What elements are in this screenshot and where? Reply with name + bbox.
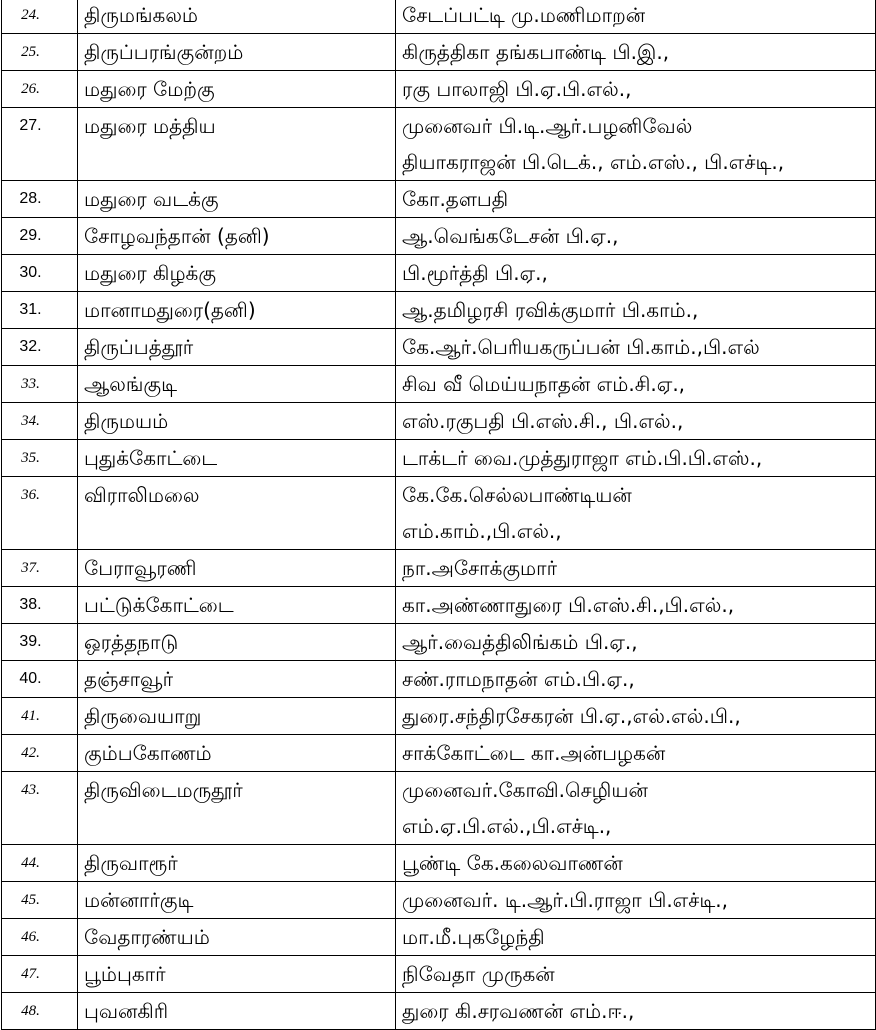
candidate-list-table bbox=[1, 0, 876, 1030]
table-row bbox=[2, 218, 876, 255]
serial-number: 36. bbox=[2, 477, 78, 550]
table-row bbox=[2, 882, 876, 919]
constituency-name: திருப்பரங்குன்றம் bbox=[78, 34, 396, 71]
table-row bbox=[2, 550, 876, 587]
candidate-name: ஆ.வெங்கடேசன் பி.ஏ., bbox=[402, 224, 619, 248]
serial-number: 27. bbox=[2, 108, 78, 181]
candidate-name: பி.மூர்த்தி பி.ஏ., bbox=[402, 261, 548, 285]
table-row bbox=[2, 0, 876, 34]
candidate-name: கோ.தளபதி bbox=[402, 187, 509, 211]
serial-number: 26. bbox=[2, 71, 78, 108]
constituency-name: மதுரை மத்திய bbox=[78, 108, 396, 181]
table-row bbox=[2, 403, 876, 440]
serial-number: 47. bbox=[2, 956, 78, 993]
serial-number: 38. bbox=[2, 587, 78, 624]
serial-number: 28. bbox=[2, 181, 78, 218]
serial-number: 32. bbox=[2, 329, 78, 366]
constituency-name: விராலிமலை bbox=[78, 477, 396, 550]
candidate-name: கிருத்திகா தங்கபாண்டி பி.இ., bbox=[402, 40, 670, 64]
constituency-name: புவனகிரி bbox=[78, 993, 396, 1030]
table-row bbox=[2, 366, 876, 403]
candidate-cell bbox=[396, 366, 876, 403]
candidate-name: ஆ.தமிழரசி ரவிக்குமார் பி.காம்., bbox=[402, 298, 699, 322]
table-row bbox=[2, 108, 876, 181]
candidate-cell bbox=[396, 181, 876, 218]
table-row bbox=[2, 255, 876, 292]
table-row bbox=[2, 292, 876, 329]
constituency-name: திருவிடைமருதூர் bbox=[78, 772, 396, 845]
serial-number: 33. bbox=[2, 366, 78, 403]
constituency-name: தஞ்சாவூர் bbox=[78, 661, 396, 698]
table-row bbox=[2, 440, 876, 477]
candidate-cell bbox=[396, 661, 876, 698]
table-row bbox=[2, 919, 876, 956]
candidate-cell bbox=[396, 587, 876, 624]
candidate-cell bbox=[396, 255, 876, 292]
constituency-name: சோழவந்தான் (தனி) bbox=[78, 218, 396, 255]
constituency-name: மதுரை வடக்கு bbox=[78, 181, 396, 218]
candidate-name: சிவ வீ மெய்யநாதன் எம்.சி.ஏ., bbox=[402, 372, 686, 396]
table-row bbox=[2, 772, 876, 845]
candidate-cell bbox=[396, 34, 876, 71]
constituency-name: திருவாரூர் bbox=[78, 845, 396, 882]
constituency-name: திருமயம் bbox=[78, 403, 396, 440]
constituency-name: பட்டுக்கோட்டை bbox=[78, 587, 396, 624]
candidate-cell bbox=[396, 919, 876, 956]
serial-number: 42. bbox=[2, 735, 78, 772]
constituency-name: பூம்புகார் bbox=[78, 956, 396, 993]
constituency-name: புதுக்கோட்டை bbox=[78, 440, 396, 477]
serial-number: 44. bbox=[2, 845, 78, 882]
candidate-name: ரகு பாலாஜி பி.ஏ.பி.எல்., bbox=[402, 77, 632, 101]
constituency-name: கும்பகோணம் bbox=[78, 735, 396, 772]
serial-number: 30. bbox=[2, 255, 78, 292]
candidate-cell bbox=[396, 477, 876, 550]
serial-number: 40. bbox=[2, 661, 78, 698]
table-row bbox=[2, 71, 876, 108]
serial-number: 46. bbox=[2, 919, 78, 956]
candidate-cell bbox=[396, 956, 876, 993]
candidate-qualification: எம்.காம்.,பி.எல்., bbox=[402, 519, 562, 543]
table-row bbox=[2, 735, 876, 772]
candidate-cell bbox=[396, 0, 876, 34]
table-row bbox=[2, 477, 876, 550]
candidate-name: சாக்கோட்டை கா.அன்பழகன் bbox=[402, 741, 666, 765]
serial-number: 24. bbox=[2, 0, 78, 34]
candidate-name: சண்.ராமநாதன் எம்.பி.ஏ., bbox=[402, 667, 635, 691]
constituency-name: வேதாரண்யம் bbox=[78, 919, 396, 956]
constituency-name: பேராவூரணி bbox=[78, 550, 396, 587]
serial-number: 37. bbox=[2, 550, 78, 587]
candidate-name: நிவேதா முருகன் bbox=[402, 962, 555, 986]
candidate-cell bbox=[396, 329, 876, 366]
table-row bbox=[2, 181, 876, 218]
candidate-name: முனைவர். டி.ஆர்.பி.ராஜா பி.எச்டி., bbox=[402, 888, 728, 912]
candidate-name: எஸ்.ரகுபதி பி.எஸ்.சி., பி.எல்., bbox=[402, 409, 684, 433]
candidate-name: டாக்டர் வை.முத்துராஜா எம்.பி.பி.எஸ்., bbox=[402, 446, 763, 470]
constituency-name: திருவையாறு bbox=[78, 698, 396, 735]
constituency-name: மன்னார்குடி bbox=[78, 882, 396, 919]
candidate-cell bbox=[396, 292, 876, 329]
candidate-name: பூண்டி கே.கலைவாணன் bbox=[402, 851, 623, 875]
candidate-name: கே.கே.செல்லபாண்டியன் bbox=[402, 483, 632, 507]
table-row bbox=[2, 624, 876, 661]
candidate-cell bbox=[396, 882, 876, 919]
candidate-cell bbox=[396, 403, 876, 440]
candidate-cell bbox=[396, 624, 876, 661]
candidate-name: நா.அசோக்குமார் bbox=[402, 556, 558, 580]
candidate-name: சேடப்பட்டி மு.மணிமாறன் bbox=[402, 3, 646, 27]
candidate-cell bbox=[396, 108, 876, 181]
candidate-cell bbox=[396, 550, 876, 587]
serial-number: 39. bbox=[2, 624, 78, 661]
constituency-name: மதுரை மேற்கு bbox=[78, 71, 396, 108]
candidate-name: முனைவர்.கோவி.செழியன் bbox=[402, 778, 648, 802]
serial-number: 45. bbox=[2, 882, 78, 919]
table-row bbox=[2, 845, 876, 882]
serial-number: 48. bbox=[2, 993, 78, 1030]
candidate-name: கா.அண்ணாதுரை பி.எஸ்.சி.,பி.எல்., bbox=[402, 593, 735, 617]
table-row bbox=[2, 34, 876, 71]
table-row bbox=[2, 956, 876, 993]
candidate-name: ஆர்.வைத்திலிங்கம் பி.ஏ., bbox=[402, 630, 638, 654]
constituency-name: மதுரை கிழக்கு bbox=[78, 255, 396, 292]
candidate-cell bbox=[396, 735, 876, 772]
serial-number: 35. bbox=[2, 440, 78, 477]
serial-number: 41. bbox=[2, 698, 78, 735]
candidate-cell bbox=[396, 698, 876, 735]
serial-number: 43. bbox=[2, 772, 78, 845]
constituency-name: ஆலங்குடி bbox=[78, 366, 396, 403]
candidate-qualification: எம்.ஏ.பி.எல்.,பி.எச்டி., bbox=[402, 814, 612, 838]
candidate-name: துரை கி.சரவணன் எம்.ஈ., bbox=[402, 999, 635, 1023]
table-row bbox=[2, 587, 876, 624]
candidate-cell bbox=[396, 772, 876, 845]
candidate-name: மா.மீ.புகழேந்தி bbox=[402, 925, 545, 949]
table-row bbox=[2, 329, 876, 366]
candidate-name: துரை.சந்திரசேகரன் பி.ஏ.,எல்.எல்.பி., bbox=[402, 704, 741, 728]
candidate-qualification: தியாகராஜன் பி.டெக்., எம்.எஸ்., பி.எச்டி., bbox=[402, 150, 785, 174]
candidate-name: முனைவர் பி.டி.ஆர்.பழனிவேல் bbox=[402, 114, 693, 138]
candidate-cell bbox=[396, 440, 876, 477]
table-row bbox=[2, 661, 876, 698]
candidate-name: கே.ஆர்.பெரியகருப்பன் பி.காம்.,பி.எல் bbox=[402, 335, 760, 359]
candidate-cell bbox=[396, 218, 876, 255]
serial-number: 25. bbox=[2, 34, 78, 71]
constituency-name: திருப்பத்தூர் bbox=[78, 329, 396, 366]
table-body bbox=[2, 0, 876, 1030]
constituency-name: மானாமதுரை(தனி) bbox=[78, 292, 396, 329]
constituency-name: திருமங்கலம் bbox=[78, 0, 396, 34]
candidate-cell bbox=[396, 845, 876, 882]
serial-number: 31. bbox=[2, 292, 78, 329]
table-row bbox=[2, 698, 876, 735]
serial-number: 29. bbox=[2, 218, 78, 255]
serial-number: 34. bbox=[2, 403, 78, 440]
constituency-name: ஒரத்தநாடு bbox=[78, 624, 396, 661]
candidate-cell bbox=[396, 71, 876, 108]
